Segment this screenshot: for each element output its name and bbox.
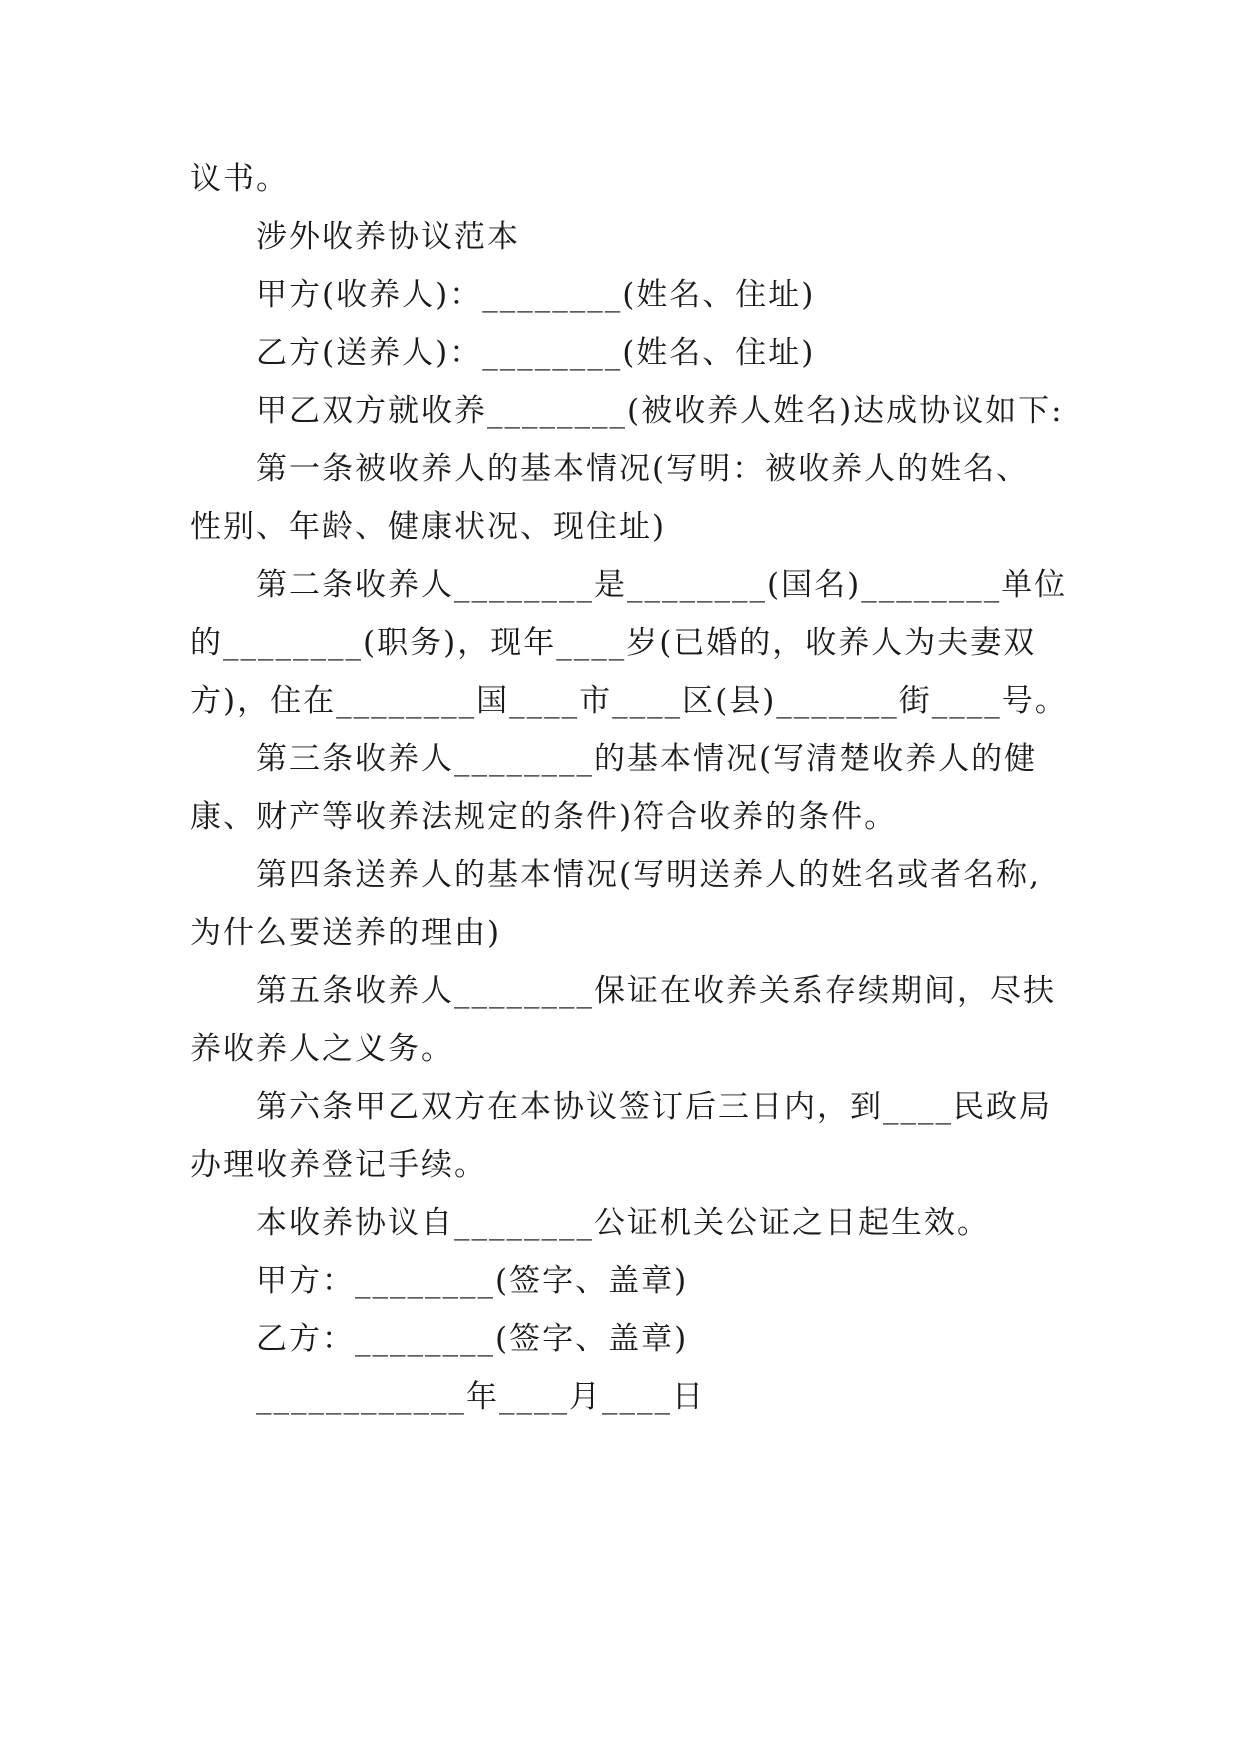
article-1-line: 第一条被收养人的基本情况(写明：被收养人的姓名、 <box>256 451 1030 487</box>
effective-clause: 本收养协议自________公证机关公证之日起生效。 <box>256 1205 990 1241</box>
article-5-line: 第五条收养人________保证在收养关系存续期间，尽扶 <box>256 973 1056 1009</box>
article-2-line: 方)，住在________国____市____区(县)_______街____号。 <box>190 683 1068 719</box>
document-body <box>190 150 1068 1426</box>
article-3-line: 康、财产等收养法规定的条件)符合收养的条件。 <box>190 799 898 835</box>
article-6-line: 办理收养登记手续。 <box>190 1147 487 1183</box>
article-4-line: 第四条送养人的基本情况(写明送养人的姓名或者名称, <box>256 857 1041 893</box>
article-6-line: 第六条甲乙双方在本协议签订后三日内，到____民政局 <box>256 1089 1052 1125</box>
agreement-intro: 甲乙双方就收养________(被收养人姓名)达成协议如下: <box>256 393 1064 429</box>
party-b-line: 乙方(送养人)：________(姓名、住址) <box>256 335 816 371</box>
document-title: 涉外收养协议范本 <box>256 219 520 255</box>
article-2-line: 第二条收养人________是________(国名)________单位 <box>256 567 1068 603</box>
text-line: 议书。 <box>190 161 289 197</box>
party-a-signature: 甲方：________(签字、盖章) <box>256 1263 689 1299</box>
article-2-line: 的________(职务)，现年____岁(已婚的，收养人为夫妻双 <box>190 625 1037 661</box>
date-line: ____________年____月____日 <box>256 1379 705 1415</box>
party-a-line: 甲方(收养人)：________(姓名、住址) <box>256 277 816 313</box>
article-4-line: 为什么要送养的理由) <box>190 915 502 951</box>
article-3-line: 第三条收养人________的基本情况(写清楚收养人的健 <box>256 741 1038 777</box>
party-b-signature: 乙方：________(签字、盖章) <box>256 1321 689 1357</box>
article-1-line: 性别、年龄、健康状况、现住址) <box>190 509 667 545</box>
article-5-line: 养收养人之义务。 <box>190 1031 454 1067</box>
